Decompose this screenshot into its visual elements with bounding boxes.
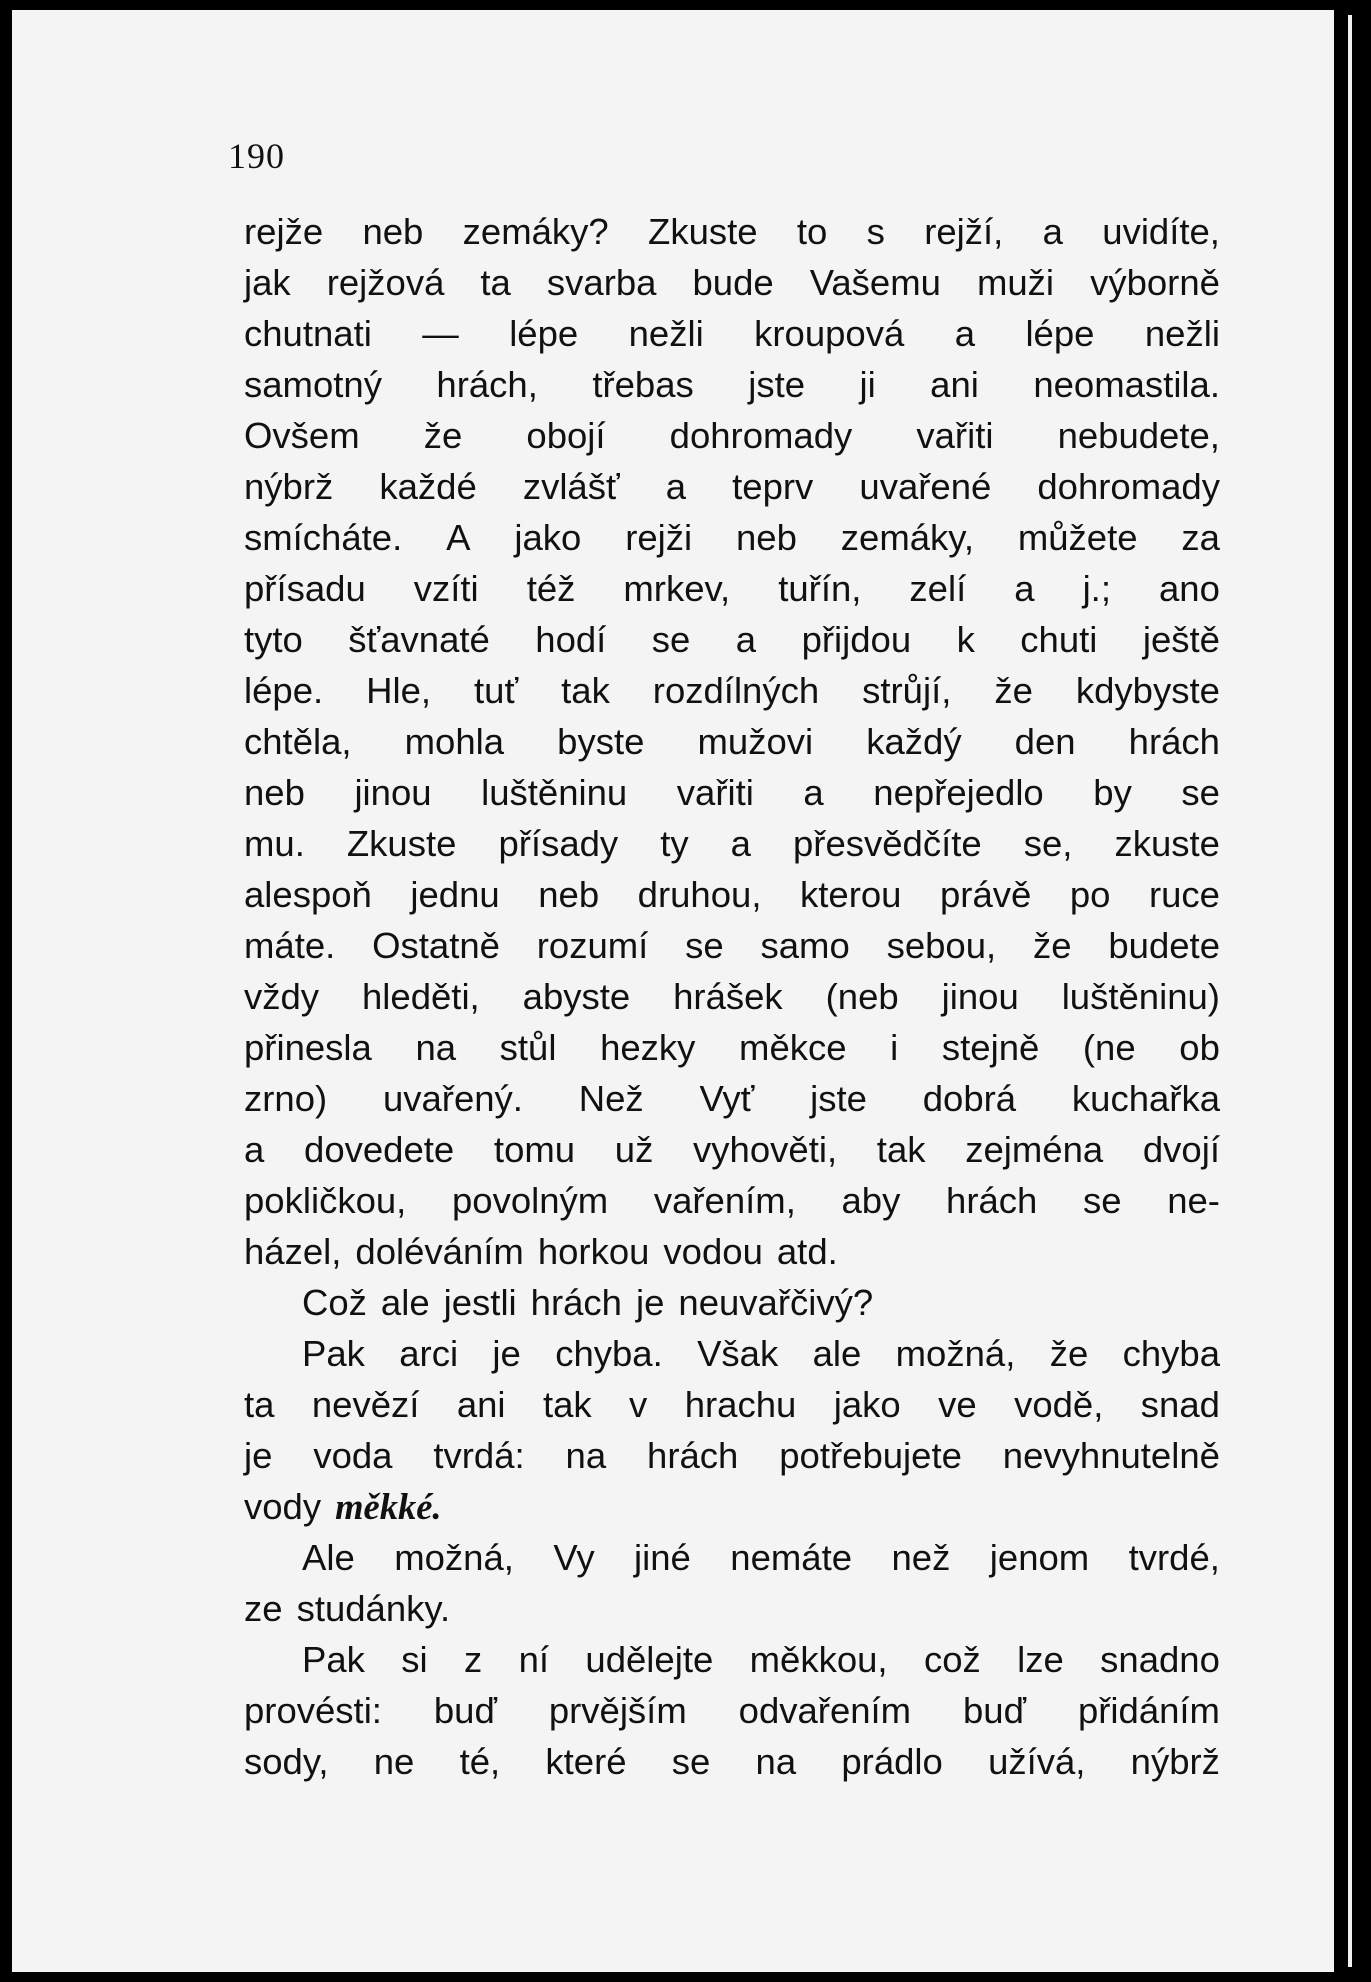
word: neomastila. [1033, 364, 1220, 405]
word: které [545, 1741, 627, 1782]
text-line [244, 1328, 1220, 1379]
word: dohromady [669, 415, 853, 456]
text-line [244, 818, 1220, 869]
word: přísady [498, 823, 619, 864]
word: a [244, 1129, 265, 1170]
text-line [244, 461, 1220, 512]
book-page [12, 10, 1334, 1972]
word: se [1181, 772, 1220, 813]
word: zvlášť [522, 466, 620, 507]
word: na [565, 1435, 607, 1476]
word: provésti: [244, 1690, 382, 1731]
word: ze [244, 1588, 283, 1629]
word: za [1181, 517, 1220, 558]
word: Vašemu [809, 262, 941, 303]
word: užívá, [988, 1741, 1086, 1782]
word: nevězí [311, 1384, 420, 1425]
word: jako [833, 1384, 901, 1425]
word: si [401, 1639, 428, 1680]
text-line [244, 359, 1220, 410]
text-line [244, 1634, 1220, 1685]
word: též [526, 568, 576, 609]
word: tvrdé, [1128, 1537, 1220, 1578]
word: Zkuste [346, 823, 457, 864]
word: Ale [302, 1537, 355, 1578]
text-line [244, 1481, 1220, 1532]
word: ne- [1167, 1180, 1220, 1221]
word: lépe [509, 313, 579, 354]
word: (neb [825, 976, 899, 1017]
word: bude [692, 262, 774, 303]
word: se, [1023, 823, 1073, 864]
word: možná, [394, 1537, 514, 1578]
word: ji [859, 364, 876, 405]
word: přísadu [244, 568, 366, 609]
text-line [244, 716, 1220, 767]
word: pokličkou, [244, 1180, 407, 1221]
word: přesvědčíte [792, 823, 982, 864]
word: kterou [800, 874, 902, 915]
word: ne [373, 1741, 415, 1782]
word: a [954, 313, 976, 354]
word: ale [380, 1282, 430, 1323]
word: jestli [443, 1282, 517, 1323]
word: Hle, [366, 670, 432, 711]
word: hrách [1128, 721, 1220, 762]
word: hrách [530, 1282, 622, 1323]
word: neb [736, 517, 797, 558]
text-line [244, 614, 1220, 665]
word: teprv [732, 466, 814, 507]
word: měkce [739, 1027, 847, 1068]
text-line [244, 665, 1220, 716]
text-line [244, 1583, 1220, 1634]
text-line [244, 308, 1220, 359]
word: ale [812, 1333, 862, 1374]
word: se [1082, 1180, 1122, 1221]
word: vařením, [653, 1180, 796, 1221]
word: vodě, [1014, 1384, 1104, 1425]
page-edge-shadow [1334, 0, 1371, 1982]
word: jako [514, 517, 582, 558]
word: sody, [244, 1741, 329, 1782]
word: jiné [634, 1537, 691, 1578]
word: nepřejedlo [873, 772, 1044, 813]
word: povolným [451, 1180, 609, 1221]
word: luštěninu) [1061, 976, 1220, 1017]
word: dvojí [1142, 1129, 1220, 1170]
text-line [244, 1073, 1220, 1124]
word: stůl [499, 1027, 557, 1068]
word: nevyhnutelně [1002, 1435, 1220, 1476]
text-line [244, 1277, 1220, 1328]
word: což [923, 1639, 981, 1680]
word: snadno [1100, 1639, 1220, 1680]
word: vody [244, 1486, 322, 1527]
word: jenom [989, 1537, 1090, 1578]
word: uvařený. [382, 1078, 523, 1119]
word: vždy [244, 976, 320, 1017]
word: lépe. [244, 670, 324, 711]
word: dovedete [304, 1129, 455, 1170]
word: Ovšem [244, 415, 360, 456]
word: jednu [410, 874, 500, 915]
word: a [665, 466, 687, 507]
word: smícháte. [244, 517, 403, 558]
word: stejně [941, 1027, 1040, 1068]
word: hleděti, [362, 976, 480, 1017]
word: dohromady [1037, 466, 1220, 507]
word: je [244, 1435, 273, 1476]
word: byste [557, 721, 645, 762]
word: hrách [946, 1180, 1038, 1221]
word: se [651, 619, 691, 660]
word: budete [1108, 925, 1220, 966]
word: mrkev, [623, 568, 731, 609]
word: že [1032, 925, 1072, 966]
word: vařiti [916, 415, 994, 456]
word: tomu [493, 1129, 576, 1170]
word: přijdou [801, 619, 912, 660]
word: rejží, [924, 211, 1004, 252]
word: alespoň [244, 874, 372, 915]
word: neb [244, 772, 305, 813]
word: možná, [895, 1333, 1016, 1374]
word: a [730, 823, 751, 864]
word: máte. [244, 925, 336, 966]
word: že [423, 415, 463, 456]
word: s [866, 211, 885, 252]
word: jak [244, 262, 291, 303]
word: tvrdá: [433, 1435, 525, 1476]
word: chyba. [555, 1333, 663, 1374]
word: jinou [354, 772, 432, 813]
body-text [244, 206, 1220, 1787]
word: ano [1159, 568, 1220, 609]
text-line [244, 1226, 1220, 1277]
word: samo [760, 925, 850, 966]
text-line [244, 869, 1220, 920]
word: je [635, 1282, 665, 1323]
word: ob [1179, 1027, 1220, 1068]
word: doléváním [355, 1231, 524, 1272]
text-line [244, 920, 1220, 971]
word: a [1014, 568, 1035, 609]
word: výborně [1090, 262, 1220, 303]
word: přinesla [244, 1027, 372, 1068]
word: druhou, [637, 874, 762, 915]
word: ve [938, 1384, 977, 1425]
word: jinou [941, 976, 1019, 1017]
word: abyste [522, 976, 631, 1017]
word: rozdílných [652, 670, 820, 711]
word: hrachu [684, 1384, 797, 1425]
word: j.; [1082, 568, 1111, 609]
word: Pak [302, 1639, 365, 1680]
word: prádlo [841, 1741, 943, 1782]
word: a [803, 772, 824, 813]
word: že [1049, 1333, 1089, 1374]
word: než [891, 1537, 951, 1578]
word: každé [379, 466, 477, 507]
word: zemáky? [462, 211, 609, 252]
word: A [446, 517, 471, 558]
word: nežli [1144, 313, 1220, 354]
word: ta [480, 262, 511, 303]
word: tak [542, 1384, 592, 1425]
word: mohla [404, 721, 505, 762]
text-line [244, 1124, 1220, 1175]
word: ty [660, 823, 689, 864]
word: jste [748, 364, 806, 405]
word: buď [963, 1690, 1027, 1731]
word: i [890, 1027, 899, 1068]
word: udělejte [585, 1639, 714, 1680]
word: nežli [628, 313, 704, 354]
word: atd. [776, 1231, 838, 1272]
word: se [685, 925, 724, 966]
word: ještě [1142, 619, 1220, 660]
word: tak [876, 1129, 926, 1170]
word: právě [939, 874, 1032, 915]
word: chyba [1122, 1333, 1220, 1374]
page-edge-line [1348, 15, 1352, 1967]
word: rejži [625, 517, 693, 558]
text-line [244, 410, 1220, 461]
word: chuti [1020, 619, 1098, 660]
word: zejména [965, 1129, 1104, 1170]
word: tuřín, [778, 568, 862, 609]
word: obojí [526, 415, 606, 456]
word: snad [1140, 1384, 1220, 1425]
word: měkkou, [749, 1639, 888, 1680]
word: zemáky, [840, 517, 974, 558]
word: Ostatně [372, 925, 500, 966]
word: můžete [1017, 517, 1138, 558]
word: neb [362, 211, 424, 252]
word: ani [930, 364, 979, 405]
word: Pak [302, 1333, 365, 1374]
word: vodou [663, 1231, 763, 1272]
word: lépe [1025, 313, 1095, 354]
word: uvidíte, [1102, 211, 1220, 252]
word: vyhověti, [693, 1129, 838, 1170]
text-line [244, 512, 1220, 563]
word: uvařené [859, 466, 992, 507]
word: potřebujete [779, 1435, 962, 1476]
word: Což [302, 1282, 367, 1323]
word: tyto [244, 619, 303, 660]
word: den [1014, 721, 1076, 762]
word: hodí [535, 619, 607, 660]
word: chutnati [244, 313, 372, 354]
word: kuchařka [1071, 1078, 1220, 1119]
text-line [244, 1175, 1220, 1226]
word: hrách, [436, 364, 538, 405]
word: prvějším [548, 1690, 687, 1731]
word: házel, [244, 1231, 342, 1272]
text-line [244, 206, 1220, 257]
word: té, [459, 1741, 501, 1782]
text-line [244, 257, 1220, 308]
word: dobrá [922, 1078, 1017, 1119]
word: na [415, 1027, 457, 1068]
word: neuvařčivý? [678, 1282, 874, 1323]
word: ta [244, 1384, 275, 1425]
word: muži [976, 262, 1055, 303]
word: každý [866, 721, 962, 762]
word: horkou [537, 1231, 650, 1272]
word: nemáte [730, 1537, 853, 1578]
word: chtěla, [244, 721, 352, 762]
word: že [994, 670, 1033, 711]
word: Než [578, 1078, 644, 1119]
word: voda [313, 1435, 393, 1476]
word: je [492, 1333, 521, 1374]
word: Však [697, 1333, 779, 1374]
word: svarba [546, 262, 657, 303]
text-line [244, 563, 1220, 614]
word: zelí [909, 568, 967, 609]
word: samotný [244, 364, 382, 405]
word: rejže [244, 211, 324, 252]
word: odvařením [738, 1690, 912, 1731]
text-line [244, 971, 1220, 1022]
word: a [1042, 211, 1063, 252]
word: (ne [1082, 1027, 1136, 1068]
word: hrách [647, 1435, 739, 1476]
word: nýbrž [244, 466, 334, 507]
word: ní [518, 1639, 550, 1680]
word: z [463, 1639, 483, 1680]
word: nebudete, [1057, 415, 1220, 456]
word: jste [810, 1078, 867, 1119]
word: na [755, 1741, 797, 1782]
word: a [735, 619, 757, 660]
word: tak [561, 670, 610, 711]
word: po [1069, 874, 1111, 915]
word: se [671, 1741, 711, 1782]
word: buď [433, 1690, 497, 1731]
word: Vyť [699, 1078, 755, 1119]
word: neb [538, 874, 600, 915]
word: Zkuste [648, 211, 758, 252]
word: měkké. [335, 1486, 442, 1527]
text-line [244, 1736, 1220, 1787]
word: tuť [474, 670, 519, 711]
word: rozumí [536, 925, 649, 966]
word: kdybyste [1075, 670, 1220, 711]
word: Vy [553, 1537, 595, 1578]
word: ani [456, 1384, 506, 1425]
word: zkuste [1114, 823, 1220, 864]
word: to [796, 211, 828, 252]
text-line [244, 1685, 1220, 1736]
word: lze [1017, 1639, 1064, 1680]
page-number: 190 [228, 136, 285, 176]
word: by [1093, 772, 1132, 813]
word: mu. [244, 823, 305, 864]
text-line [244, 1379, 1220, 1430]
word: šťavnaté [348, 619, 490, 660]
word: hezky [600, 1027, 696, 1068]
word: arci [399, 1333, 459, 1374]
word: strůjí, [862, 670, 952, 711]
text-line [244, 1532, 1220, 1583]
word: — [422, 313, 459, 354]
text-line [244, 767, 1220, 818]
word: sebou, [886, 925, 997, 966]
word: nýbrž [1130, 1741, 1220, 1782]
word: v [629, 1384, 648, 1425]
word: vařiti [676, 772, 754, 813]
word: luštěninu [481, 772, 628, 813]
word: aby [841, 1180, 901, 1221]
word: mužovi [697, 721, 814, 762]
text-line [244, 1430, 1220, 1481]
word: vzíti [413, 568, 479, 609]
word: zrno) [244, 1078, 328, 1119]
word: už [614, 1129, 654, 1170]
word: ruce [1148, 874, 1220, 915]
word: třebas [592, 364, 694, 405]
word: přidáním [1077, 1690, 1220, 1731]
word: kroupová [754, 313, 905, 354]
word: studánky. [296, 1588, 451, 1629]
word: hrášek [673, 976, 783, 1017]
word: rejžová [326, 262, 445, 303]
text-line [244, 1022, 1220, 1073]
word: k [956, 619, 975, 660]
